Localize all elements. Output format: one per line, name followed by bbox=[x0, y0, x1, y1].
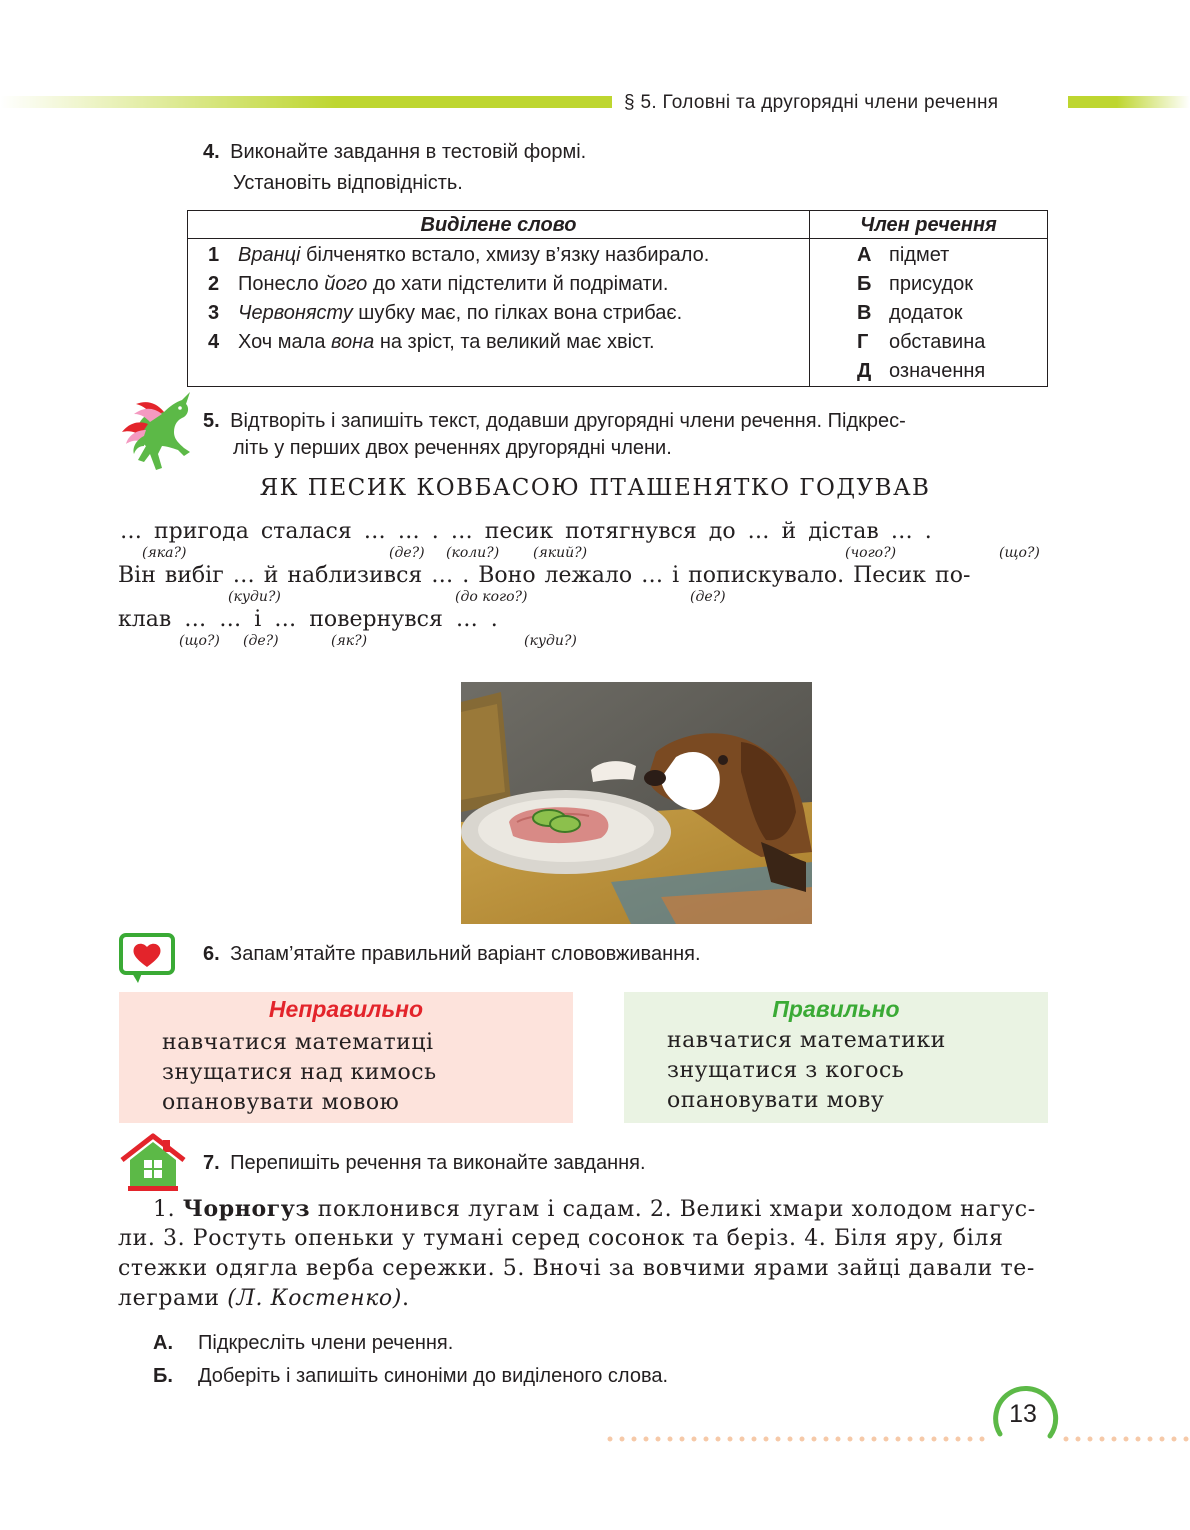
highlighted-word: вона bbox=[331, 331, 375, 353]
subtask-text: Підкресліть члени речення. bbox=[198, 1332, 454, 1354]
table-divider-vertical bbox=[809, 211, 810, 386]
table-row bbox=[208, 244, 709, 267]
author-credit: (Л. Костенко) bbox=[227, 1286, 402, 1311]
table-row bbox=[208, 273, 668, 296]
question-hint: (який?) bbox=[533, 545, 588, 561]
highlighted-word: його bbox=[324, 273, 368, 295]
story-line: Він вибіг … й наблизився … . Воно лежало … і попискувало. Песик по- bbox=[118, 563, 971, 588]
section-title: § 5. Головні та другорядні члени речення bbox=[624, 92, 999, 113]
header-bar-left bbox=[0, 96, 612, 108]
row-text: Хоч мала bbox=[238, 331, 331, 353]
task-subtext: літь у перших двох реченнях другорядні члени. bbox=[233, 437, 672, 459]
correct-heading: Правильно bbox=[772, 996, 900, 1022]
row-text: до хати підстелити й подрімати. bbox=[367, 273, 669, 295]
option-label: означення bbox=[889, 360, 986, 382]
question-hint: (куди?) bbox=[228, 589, 281, 605]
task-text: Виконайте завдання в тестовій формі. bbox=[230, 141, 587, 163]
incorrect-item: знущатися над кимось bbox=[162, 1060, 437, 1085]
correct-usage-box bbox=[624, 992, 1048, 1123]
option-letter: Д bbox=[857, 360, 872, 382]
subtask-letter: А. bbox=[153, 1332, 173, 1354]
exercise-line: стежки одягла верба сережки. 5. Вночі за вовчими ярами зайці давали те- bbox=[118, 1256, 1035, 1281]
question-hint: (куди?) bbox=[524, 633, 577, 649]
incorrect-item: навчатися математиці bbox=[162, 1030, 434, 1055]
question-hint: (як?) bbox=[331, 633, 368, 649]
correct-item: навчатися математики bbox=[667, 1028, 946, 1053]
highlighted-word: Чорногуз bbox=[182, 1196, 311, 1222]
row-text: білченятко встало, хмизу в’язку назбирало. bbox=[300, 244, 710, 266]
subtask-letter: Б. bbox=[153, 1365, 173, 1387]
task-text: Перепишіть речення та виконайте завдання. bbox=[230, 1152, 646, 1174]
dog-photo bbox=[461, 682, 812, 924]
question-hint: (коли?) bbox=[446, 545, 500, 561]
question-hint: (де?) bbox=[243, 633, 279, 649]
matching-table bbox=[187, 210, 1048, 387]
page-number: 13 bbox=[1009, 1400, 1037, 1428]
task-text: Відтворіть і запишіть текст, додавши другорядні члени речення. Підкрес- bbox=[230, 410, 906, 432]
option-letter: Б bbox=[857, 273, 872, 295]
incorrect-heading: Неправильно bbox=[268, 996, 424, 1022]
story-line: клав … … і … повернувся … . bbox=[118, 607, 498, 632]
exercise-line bbox=[118, 1286, 410, 1311]
option-label: обставина bbox=[889, 331, 986, 353]
exercise-text: . bbox=[401, 1286, 410, 1311]
subtask-text: Доберіть і запишіть синоніми до виділеного слова. bbox=[198, 1365, 669, 1387]
row-text: на зріст, та великий має хвіст. bbox=[374, 331, 655, 353]
table-header-member: Член речення bbox=[860, 214, 997, 236]
table-divider-horizontal bbox=[188, 238, 1047, 239]
row-text: Понесло bbox=[238, 273, 325, 295]
exercise-line bbox=[153, 1196, 1036, 1222]
task-text: Запам’ятайте правильний варіант слововживання. bbox=[230, 943, 701, 965]
incorrect-item: опановувати мовою bbox=[162, 1090, 400, 1115]
question-hint: (чого?) bbox=[845, 545, 897, 561]
subtask-b bbox=[153, 1365, 668, 1388]
heart-chat-icon bbox=[118, 932, 176, 986]
subtask-a bbox=[153, 1332, 453, 1355]
exercise-text: поклонився лугам і садам. 2. Великі хмари холодом нагус- bbox=[310, 1197, 1036, 1222]
option-item bbox=[857, 360, 985, 383]
task-number: 6. bbox=[203, 943, 220, 965]
header-bar-right bbox=[1068, 96, 1190, 108]
table-header-word: Виділене слово bbox=[420, 214, 577, 236]
option-item bbox=[857, 331, 985, 354]
exercise-text: леграми bbox=[118, 1286, 228, 1311]
highlighted-word: Червонясту bbox=[238, 302, 353, 324]
option-letter: В bbox=[857, 302, 872, 324]
option-item bbox=[857, 273, 973, 296]
option-label: додаток bbox=[889, 302, 963, 324]
exercise-line: ли. 3. Ростуть опеньки у тумані серед сосонок та беріз. 4. Біля яру, біля bbox=[118, 1226, 1004, 1251]
incorrect-usage-box bbox=[119, 992, 573, 1123]
task-number: 4. bbox=[203, 141, 220, 163]
task-5-heading bbox=[203, 410, 906, 433]
table-row bbox=[208, 302, 682, 325]
task-subtext: Установіть відповідність. bbox=[233, 172, 463, 194]
row-text: шубку має, по гілках вона стрибає. bbox=[352, 302, 683, 324]
option-label: підмет bbox=[889, 244, 950, 266]
question-hint: (де?) bbox=[690, 589, 726, 605]
story-line: … пригода сталася … … . … песик потягнувся до … й дістав … . bbox=[120, 519, 932, 544]
option-label: присудок bbox=[889, 273, 974, 295]
question-hint: (до кого?) bbox=[455, 589, 528, 605]
footer-dotted-line bbox=[606, 1430, 1190, 1438]
task-4-heading bbox=[203, 141, 586, 164]
question-hint: (яка?) bbox=[142, 545, 187, 561]
option-item bbox=[857, 302, 963, 325]
unicorn-icon bbox=[118, 388, 200, 474]
sentence-number: 1. bbox=[153, 1197, 183, 1222]
row-number: 1 bbox=[208, 244, 220, 266]
task-number: 5. bbox=[203, 410, 220, 432]
question-hint: (що?) bbox=[999, 545, 1040, 561]
option-letter: Г bbox=[857, 331, 869, 353]
correct-item: опановувати мову bbox=[667, 1088, 885, 1113]
question-hint: (що?) bbox=[179, 633, 220, 649]
option-item bbox=[857, 244, 949, 267]
row-number: 3 bbox=[208, 302, 220, 324]
correct-item: знущатися з когось bbox=[667, 1058, 905, 1083]
option-letter: А bbox=[857, 244, 872, 266]
highlighted-word: Вранці bbox=[238, 244, 301, 266]
table-row bbox=[208, 331, 655, 354]
row-number: 4 bbox=[208, 331, 220, 353]
row-number: 2 bbox=[208, 273, 220, 295]
question-hint: (де?) bbox=[389, 545, 425, 561]
task-6-heading bbox=[203, 943, 701, 966]
house-icon bbox=[118, 1132, 188, 1192]
task-7-heading bbox=[203, 1152, 646, 1175]
task-number: 7. bbox=[203, 1152, 220, 1174]
story-title: ЯК ПЕСИК КОВБАСОЮ ПТАШЕНЯТКО ГОДУВАВ bbox=[259, 475, 931, 501]
